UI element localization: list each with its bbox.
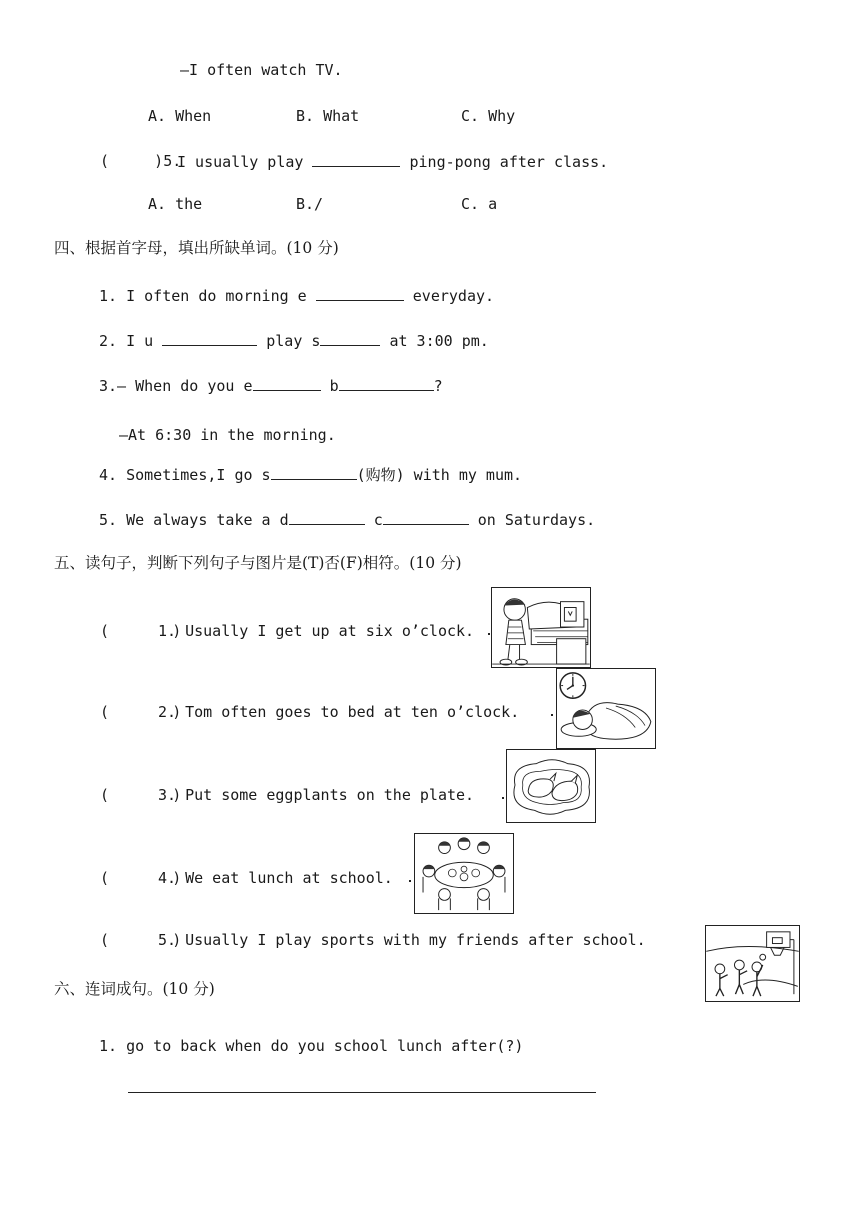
s5-item-5-text: 5. Usually I play sports with my friends after school. [158,931,646,949]
s5-item-1-paren[interactable]: ( ) [100,622,182,640]
s4-item-5 [99,512,595,528]
s4-item-4-blank[interactable] [271,467,357,480]
q5-question [177,154,608,170]
s5-item-2-dot [551,714,553,716]
s5-item-5-paren[interactable]: ( ) [100,931,182,949]
q4-answer-line: —I often watch TV. [180,61,343,79]
s4-item-3-answer: —At 6:30 in the morning. [119,426,336,444]
s6-item-1-text: 1. go to back when do you school lunch after(?) [99,1037,524,1055]
s4-item-1 [99,288,494,304]
section4-heading: 四、根据首字母，填出所缺单词。(10 分) [54,239,339,257]
s6-item-1-answer-line[interactable] [128,1092,596,1093]
s4-item-1-suffix: everyday. [412,287,495,305]
s5-item-3-dot [502,797,504,799]
section5-heading: 五、读句子，判断下列句子与图片是(T)否(F)相符。(10 分) [54,554,462,572]
s4-item-1-blank[interactable] [316,288,404,301]
q4-option-a: A. When [148,107,212,125]
s4-item-3-prompt: 3.— When do you e [99,377,253,395]
s5-item-4-text: 4. We eat lunch at school. [158,869,393,887]
s5-item-2-text: 2. Tom often goes to bed at ten o’clock. [158,703,520,721]
s5-item-3-text: 3. Put some eggplants on the plate. [158,786,475,804]
s5-item-4-dot [409,880,411,882]
s4-item-2-suffix: at 3:00 pm. [389,332,489,350]
q4-option-c: C. Why [461,107,516,125]
s4-item-5-blank-2[interactable] [383,512,469,525]
s4-item-5-blank-1[interactable] [289,512,365,525]
s4-item-5-prompt: 5. We always take a d [99,511,289,529]
s4-item-4-suffix: (购物) with my mum. [356,466,523,484]
section6-heading: 六、连词成句。(10 分) [54,980,215,998]
sleeping-child-picture [556,668,656,749]
s4-item-2 [99,333,489,349]
q5-text-before: I usually play [177,153,304,171]
children-lunch-picture [414,833,514,914]
q5-blank[interactable] [312,154,400,167]
s4-item-5-suffix: on Saturdays. [477,511,596,529]
s4-item-3-suffix: ? [433,377,443,395]
q5-answer-paren[interactable]: ( )5. [100,152,182,170]
s5-item-4-paren[interactable]: ( ) [100,869,182,887]
s4-item-1-prompt: 1. I often do morning e [99,287,307,305]
basketball-picture [705,925,800,1002]
s4-item-3 [99,378,443,394]
q5-text-after: ping-pong after class. [409,153,609,171]
s4-item-2-blank-1[interactable] [162,333,257,346]
s4-item-4-prompt: 4. Sometimes,I go s [99,466,271,484]
s5-item-1-dot [488,633,490,635]
s4-item-2-prompt: 2. I u [99,332,154,350]
s5-item-1-text: 1. Usually I get up at six o’clock. [158,622,475,640]
q5-option-b: B./ [296,195,324,213]
q5-option-c: C. a [461,195,498,213]
s4-item-2-blank-2[interactable] [320,333,380,346]
s5-item-2-paren[interactable]: ( ) [100,703,182,721]
s4-item-3-blank-2[interactable] [339,378,434,391]
s5-item-3-paren[interactable]: ( ) [100,786,182,804]
q4-option-b: B. What [296,107,360,125]
boy-getting-up-picture [491,587,591,668]
s4-item-2-mid: play s [266,332,321,350]
s4-item-3-blank-1[interactable] [253,378,321,391]
eggplants-picture [506,749,596,823]
s4-item-4 [99,467,522,483]
q5-option-a: A. the [148,195,203,213]
s4-item-5-mid: c [373,511,383,529]
s4-item-3-mid: b [329,377,339,395]
